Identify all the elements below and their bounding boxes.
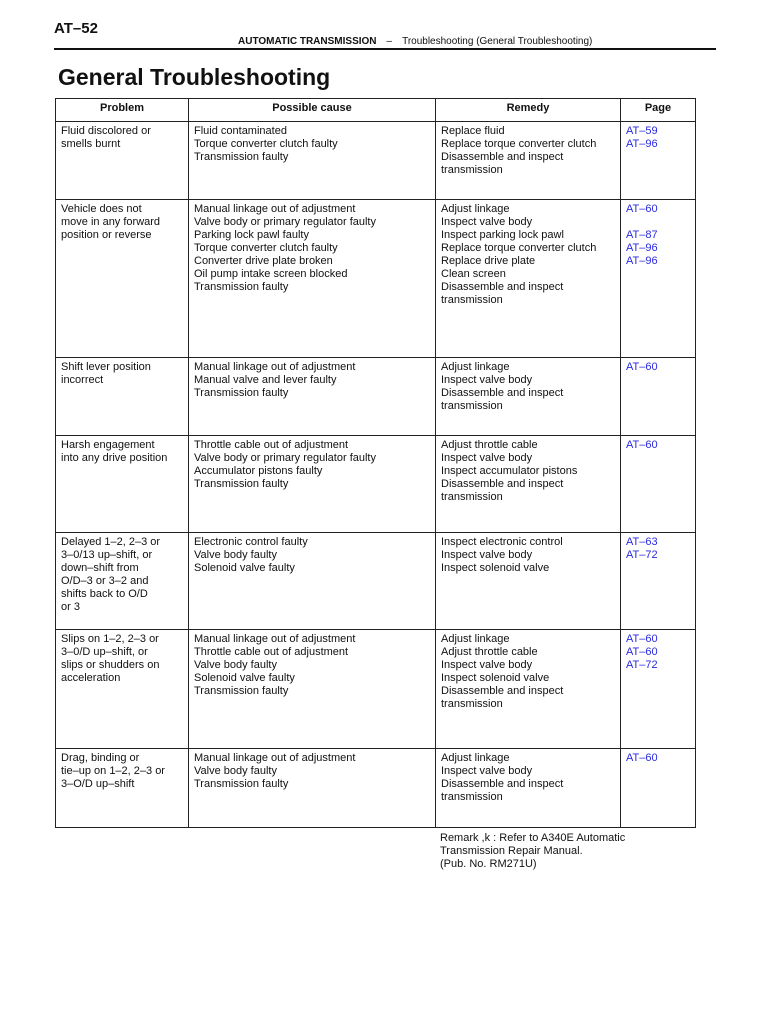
remedy-cell (436, 436, 621, 533)
table-row (56, 533, 696, 630)
cell-line: Disassemble and inspect (441, 387, 564, 399)
cell-line: Slips on 1–2, 2–3 or (61, 633, 159, 645)
cell-line: Manual linkage out of adjustment (194, 361, 356, 373)
page-reference-link[interactable]: AT–60 (626, 646, 658, 658)
cell-line: Transmission faulty (194, 478, 289, 490)
problem-cell (56, 122, 189, 200)
page-cell (621, 200, 696, 358)
table-row (56, 200, 696, 358)
cell-line: Transmission faulty (194, 151, 289, 163)
cell-line: Inspect solenoid valve (441, 562, 550, 574)
cause-cell (189, 630, 436, 749)
cell-line: Inspect valve body (441, 549, 533, 561)
table-row (56, 749, 696, 828)
cell-line: Torque converter clutch faulty (194, 242, 338, 254)
cause-cell (189, 749, 436, 828)
cause-cell (189, 358, 436, 436)
cell-line: Transmission faulty (194, 685, 289, 697)
remark-line: Remark ,k : Refer to A340E Automatic (440, 832, 626, 844)
remedy-cell (436, 630, 621, 749)
cell-line: Replace fluid (441, 125, 505, 137)
cell-line: Disassemble and inspect (441, 685, 564, 697)
cause-cell (189, 122, 436, 200)
cell-line: move in any forward (61, 216, 161, 228)
header-rule (54, 48, 716, 50)
cell-line: Manual linkage out of adjustment (194, 752, 356, 764)
problem-cell (56, 630, 189, 749)
cell-line: Disassemble and inspect (441, 478, 564, 490)
problem-cell (56, 533, 189, 630)
table-row (56, 630, 696, 749)
column-header-page: Page (621, 99, 696, 122)
cell-line: into any drive position (61, 452, 168, 464)
page-reference-link[interactable]: AT–59 (626, 125, 658, 137)
troubleshooting-table (55, 98, 696, 828)
cause-cell (189, 533, 436, 630)
page-reference-link[interactable]: AT–96 (626, 242, 658, 254)
subsection-name: Troubleshooting (General Troubleshooting) (402, 36, 593, 47)
cell-line: tie–up on 1–2, 2–3 or (61, 765, 165, 777)
cell-line: 3–0/13 up–shift, or (61, 549, 153, 561)
cell-line: Fluid contaminated (194, 125, 287, 137)
section-name: AUTOMATIC TRANSMISSION (238, 36, 377, 47)
column-header-problem: Problem (56, 99, 189, 122)
page-reference-link[interactable]: AT–72 (626, 549, 658, 561)
table-body (56, 122, 696, 828)
cell-line: transmission (441, 164, 503, 176)
page-reference-link[interactable]: AT–72 (626, 659, 658, 671)
cell-line: Manual valve and lever faulty (194, 374, 337, 386)
page-number: AT–52 (54, 20, 98, 37)
cell-line: transmission (441, 294, 503, 306)
cell-line: Electronic control faulty (194, 536, 308, 548)
remark-line: (Pub. No. RM271U) (440, 858, 537, 870)
remedy-cell (436, 749, 621, 828)
column-header-remedy: Remedy (436, 99, 621, 122)
cell-line: Shift lever position (61, 361, 151, 373)
cell-line: Replace torque converter clutch (441, 242, 597, 254)
table-row (56, 358, 696, 436)
cell-line: position or reverse (61, 229, 152, 241)
cell-line: Adjust linkage (441, 361, 510, 373)
cell-line: transmission (441, 791, 503, 803)
page-reference-link[interactable]: AT–87 (626, 229, 658, 241)
page-reference-link[interactable]: AT–60 (626, 752, 658, 764)
problem-cell (56, 200, 189, 358)
cell-line: Transmission faulty (194, 387, 289, 399)
cell-line: Throttle cable out of adjustment (194, 439, 349, 451)
cell-line: Replace torque converter clutch (441, 138, 597, 150)
cell-line: Throttle cable out of adjustment (194, 646, 349, 658)
cell-line: slips or shudders on (61, 659, 160, 671)
table-row (56, 436, 696, 533)
cell-line: Manual linkage out of adjustment (194, 633, 356, 645)
cell-line: Inspect valve body (441, 659, 533, 671)
page-reference-link[interactable]: AT–96 (626, 255, 658, 267)
cell-line: Valve body or primary regulator faulty (194, 452, 376, 464)
cell-line: or 3 (61, 601, 80, 613)
column-header-cause: Possible cause (189, 99, 436, 122)
cell-line: acceleration (61, 672, 121, 684)
page-reference-link[interactable]: AT–60 (626, 439, 658, 451)
cell-line: Adjust linkage (441, 633, 510, 645)
cell-line: Torque converter clutch faulty (194, 138, 338, 150)
cell-line: Adjust linkage (441, 752, 510, 764)
cell-line: Harsh engagement (61, 439, 155, 451)
cell-line: shifts back to O/D (61, 588, 148, 600)
cell-line: Valve body or primary regulator faulty (194, 216, 376, 228)
cell-line: Inspect parking lock pawl (441, 229, 564, 241)
page-reference-link[interactable]: AT–63 (626, 536, 658, 548)
cell-line: Inspect valve body (441, 452, 533, 464)
page-reference-link (626, 216, 690, 229)
running-header (238, 36, 592, 47)
page-cell (621, 436, 696, 533)
cell-line: Transmission faulty (194, 281, 289, 293)
page-cell (621, 358, 696, 436)
remedy-cell (436, 122, 621, 200)
remark-note (440, 832, 700, 871)
cell-line: Manual linkage out of adjustment (194, 203, 356, 215)
cell-line: Inspect solenoid valve (441, 672, 550, 684)
page-cell (621, 630, 696, 749)
page-cell (621, 533, 696, 630)
cell-line: Replace drive plate (441, 255, 536, 267)
cell-line: Valve body faulty (194, 659, 277, 671)
remedy-cell (436, 200, 621, 358)
remark-line: Transmission Repair Manual. (440, 845, 583, 857)
problem-cell (56, 358, 189, 436)
cell-line: Valve body faulty (194, 549, 277, 561)
cell-line: down–shift from (61, 562, 139, 574)
cell-line: Parking lock pawl faulty (194, 229, 309, 241)
cell-line: Disassemble and inspect (441, 151, 564, 163)
problem-cell (56, 749, 189, 828)
cell-line: Disassemble and inspect (441, 281, 564, 293)
cell-line: Disassemble and inspect (441, 778, 564, 790)
cell-line: 3–O/D up–shift (61, 778, 135, 790)
cause-cell (189, 200, 436, 358)
cell-line: transmission (441, 698, 503, 710)
table-row (56, 122, 696, 200)
page-reference-link[interactable]: AT–60 (626, 361, 658, 373)
cell-line: Fluid discolored or (61, 125, 151, 137)
cell-line: transmission (441, 491, 503, 503)
page-cell (621, 122, 696, 200)
remedy-cell (436, 533, 621, 630)
cell-line: Oil pump intake screen blocked (194, 268, 348, 280)
cell-line: Inspect valve body (441, 216, 533, 228)
cause-cell (189, 436, 436, 533)
header-separator: – (386, 36, 393, 47)
cell-line: Converter drive plate broken (194, 255, 333, 267)
cell-line: Inspect electronic control (441, 536, 563, 548)
table-header-row (56, 99, 696, 122)
cell-line: Adjust throttle cable (441, 439, 538, 451)
cell-line: Vehicle does not (61, 203, 142, 215)
cell-line: Adjust linkage (441, 203, 510, 215)
page-title: General Troubleshooting (58, 64, 331, 90)
page-reference-link[interactable]: AT–96 (626, 138, 658, 150)
cell-line: O/D–3 or 3–2 and (61, 575, 149, 587)
cell-line: Inspect valve body (441, 765, 533, 777)
cell-line: Accumulator pistons faulty (194, 465, 323, 477)
cell-line: incorrect (61, 374, 104, 386)
problem-cell (56, 436, 189, 533)
cell-line: Inspect valve body (441, 374, 533, 386)
page-cell (621, 749, 696, 828)
page-reference-link[interactable]: AT–60 (626, 203, 658, 215)
cell-line: transmission (441, 400, 503, 412)
cell-line: Valve body faulty (194, 765, 277, 777)
cell-line: Drag, binding or (61, 752, 140, 764)
cell-line: smells burnt (61, 138, 121, 150)
cell-line: Inspect accumulator pistons (441, 465, 578, 477)
cell-line: 3–0/D up–shift, or (61, 646, 148, 658)
page-reference-link[interactable]: AT–60 (626, 633, 658, 645)
cell-line: Solenoid valve faulty (194, 672, 295, 684)
cell-line: Adjust throttle cable (441, 646, 538, 658)
remedy-cell (436, 358, 621, 436)
cell-line: Clean screen (441, 268, 506, 280)
cell-line: Solenoid valve faulty (194, 562, 295, 574)
cell-line: Delayed 1–2, 2–3 or (61, 536, 161, 548)
cell-line: Transmission faulty (194, 778, 289, 790)
